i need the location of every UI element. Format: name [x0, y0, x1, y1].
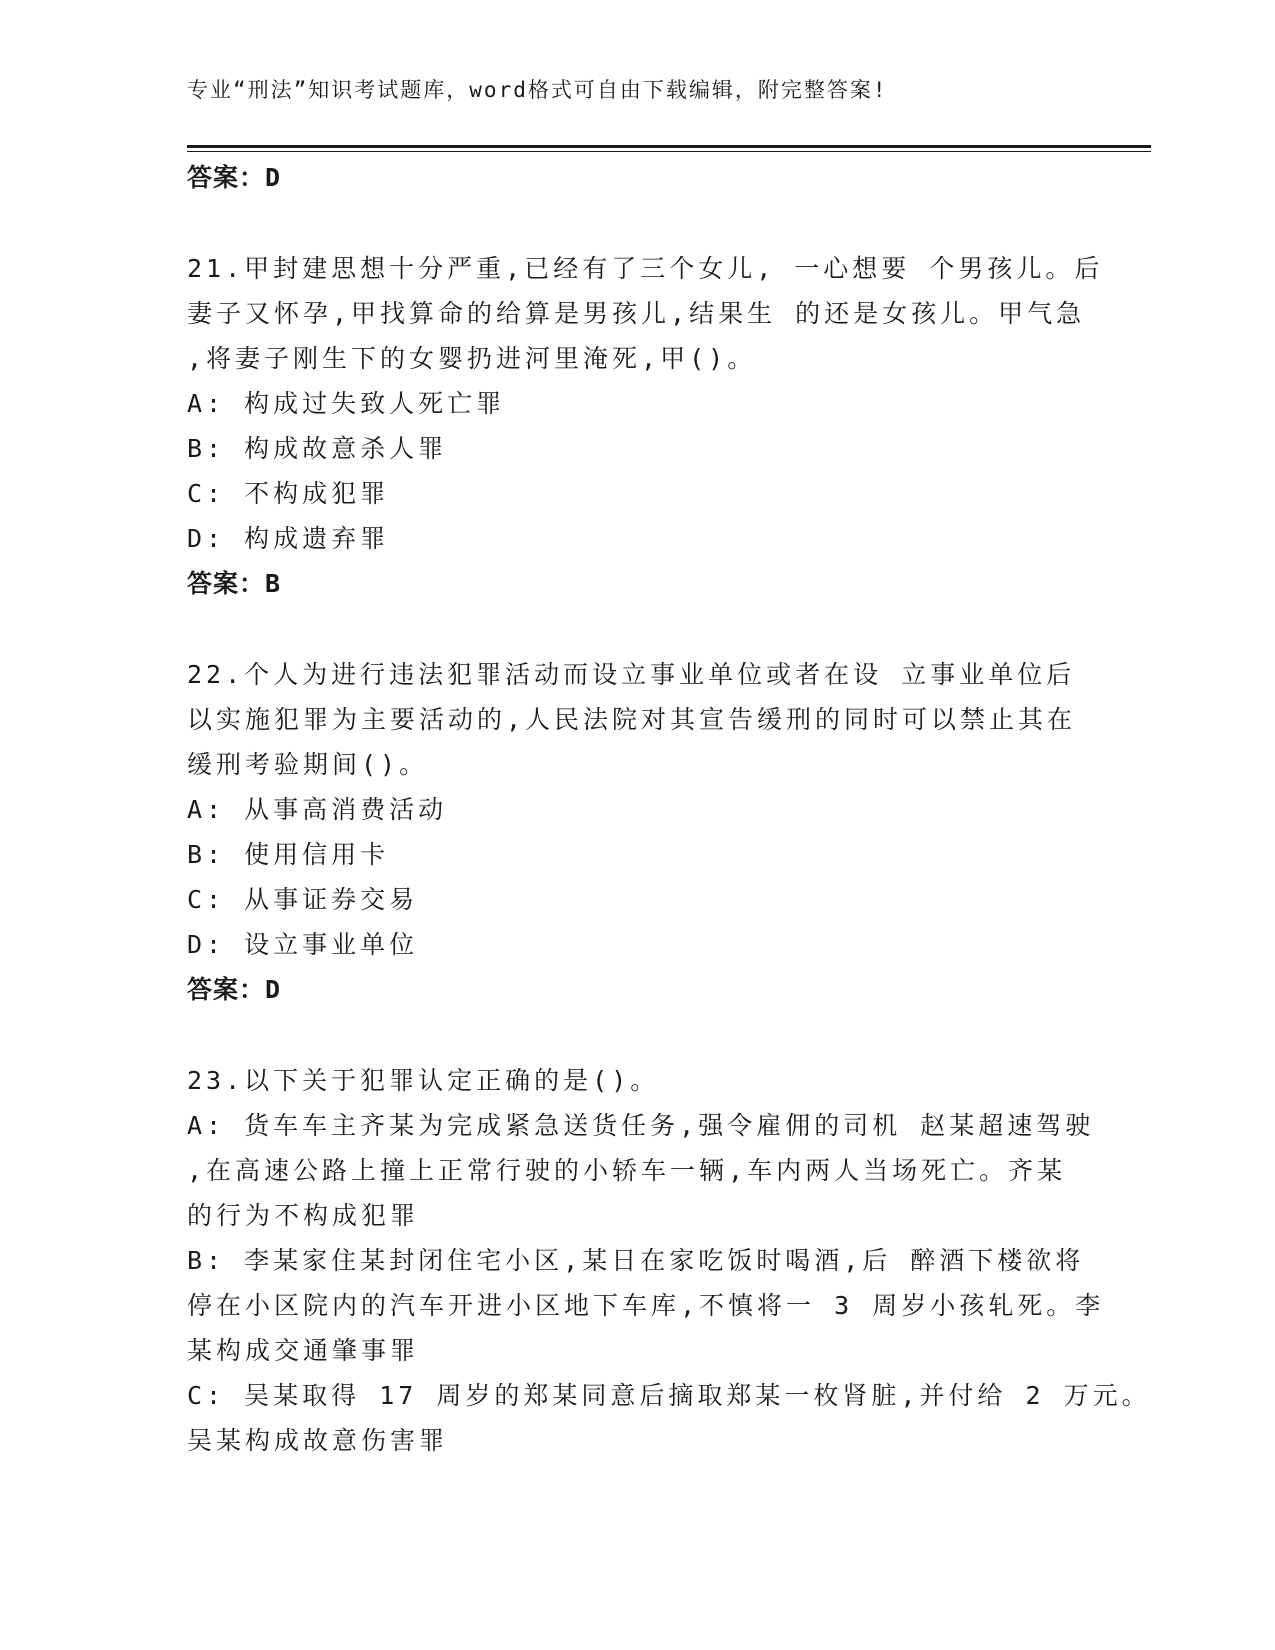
option-c: [187, 877, 1087, 922]
answer-line: 答案：B: [187, 569, 282, 598]
option-a: [187, 1103, 1095, 1238]
option-b: [187, 832, 1087, 877]
answer-line: 答案：D: [187, 975, 282, 1004]
stem-line: 23.以下关于犯罪认定正确的是()。: [187, 1066, 660, 1095]
document-content: [187, 155, 1151, 1463]
stem-line: 以实施犯罪为主要活动的,人民法院对其宣告缓刑的同时可以禁止其在: [187, 705, 1077, 734]
stem-line: 缓刑考验期间()。: [187, 750, 429, 779]
option-c: [187, 1373, 1151, 1463]
option-a: [187, 381, 1087, 426]
option-text: D: 构成遗弃罪: [187, 524, 390, 553]
option-text: D: 设立事业单位: [187, 930, 419, 959]
header-rule-thin: [187, 151, 1151, 152]
question-22: [187, 652, 1087, 1012]
answer-line: 答案：D: [187, 163, 282, 192]
option-a: [187, 787, 1087, 832]
question-23: [187, 1058, 1151, 1463]
option-text: 停在小区院内的汽车开进小区地下车库,不慎将一 3 周岁小孩轧死。李: [187, 1291, 1105, 1320]
stem-line: 22.个人为进行违法犯罪活动而设立事业单位或者在设 立事业单位后: [187, 660, 1076, 689]
option-text: C: 从事证券交易: [187, 885, 419, 914]
question-stem: [187, 1058, 1087, 1103]
option-text: A: 从事高消费活动: [187, 795, 448, 824]
header-rule-thick: [187, 145, 1151, 148]
option-b: [187, 426, 1087, 471]
option-b: [187, 1238, 1105, 1373]
option-text: ,在高速公路上撞上正常行驶的小轿车一辆,车内两人当场死亡。齐某: [187, 1156, 1067, 1185]
option-text: 的行为不构成犯罪: [187, 1201, 420, 1230]
option-text: B: 使用信用卡: [187, 840, 390, 869]
option-d: [187, 516, 1087, 561]
option-text: C: 不构成犯罪: [187, 479, 390, 508]
question-stem: [187, 652, 1087, 787]
option-text: A: 构成过失致人死亡罪: [187, 389, 506, 418]
option-text: B: 构成故意杀人罪: [187, 434, 448, 463]
question-stem: [187, 246, 1104, 381]
stem-line: ,将妻子刚生下的女婴扔进河里淹死,甲()。: [187, 344, 757, 373]
option-text: C: 吴某取得 17 周岁的郑某同意后摘取郑某一枚肾脏,并付给 2 万元。: [187, 1381, 1151, 1410]
stem-line: 妻子又怀孕,甲找算命的给算是男孩儿,结果生 的还是女孩儿。甲气急: [187, 299, 1086, 328]
option-text: B: 李某家住某封闭住宅小区,某日在家吃饭时喝酒,后 醉酒下楼欲将: [187, 1246, 1085, 1275]
option-text: 某构成交通肇事罪: [187, 1336, 420, 1365]
option-c: [187, 471, 1087, 516]
option-text: 吴某构成故意伤害罪: [187, 1426, 449, 1455]
option-text: A: 货车车主齐某为完成紧急送货任务,强令雇佣的司机 赵某超速驾驶: [187, 1111, 1095, 1140]
question-21: [187, 246, 1104, 606]
stem-line: 21.甲封建思想十分严重,已经有了三个女儿, 一心想要 个男孩儿。后: [187, 254, 1104, 283]
page-header: 专业“刑法”知识考试题库，word格式可自由下载编辑，附完整答案!: [187, 78, 888, 102]
option-d: [187, 922, 1087, 967]
